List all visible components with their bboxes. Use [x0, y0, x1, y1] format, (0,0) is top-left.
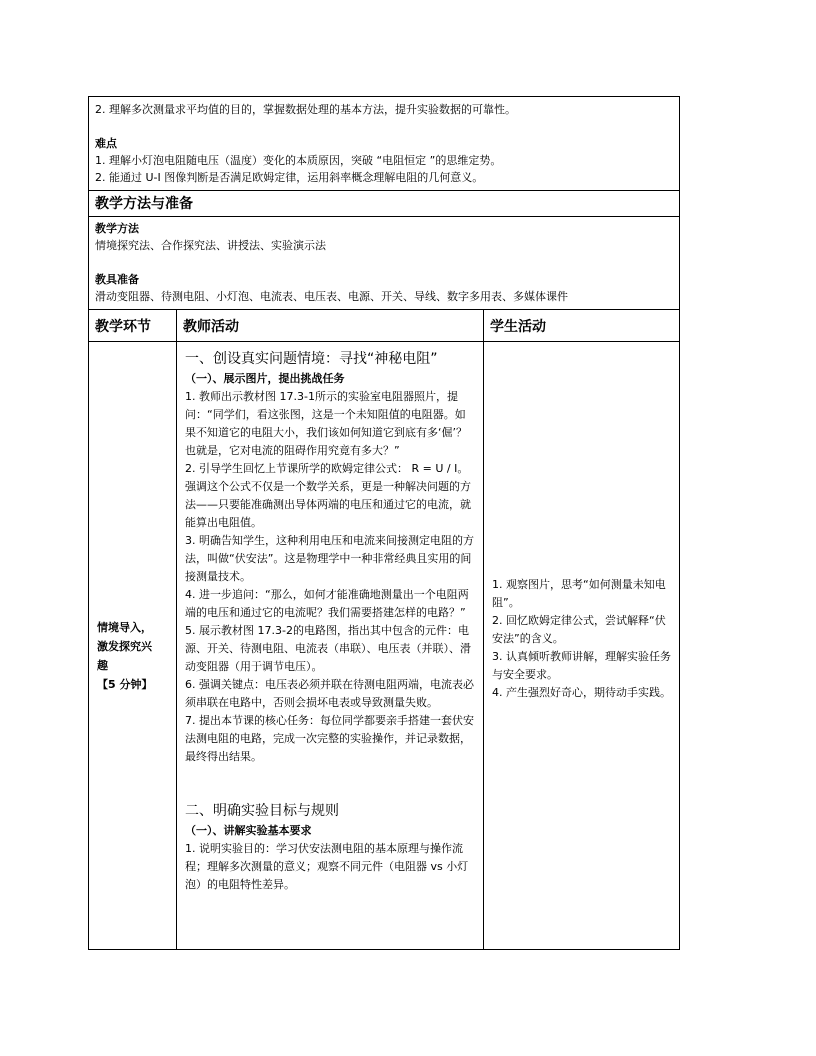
difficulty-item: 2. 能通过 U-I 图像判断是否满足欧姆定律，运用斜率概念理解电阻的几何意义。	[95, 171, 484, 184]
stage-line: 趣	[97, 658, 108, 672]
tools-title: 教具准备	[95, 273, 139, 286]
methods-text: 情境探究法、合作探究法、讲授法、实验演示法	[95, 239, 326, 252]
teacher-item: 5. 展示教材图 17.3-2的电路图，指出其中包含的元件：电源、开关、待测电阻、电流表（串联）、电压表（并联）、滑动变阻器（用于调节电压）。	[185, 624, 471, 673]
stage-line: 情境导入，	[97, 620, 152, 634]
objective-line: 2. 理解多次测量求平均值的目的，掌握数据处理的基本方法，提升实验数据的可靠性。	[95, 103, 516, 116]
methods-title: 教学方法	[95, 222, 139, 235]
teacher-item: 1. 说明实验目的：学习伏安法测电阻的基本原理与操作流程；理解多次测量的意义；观察不同元件（电阻器 vs 小灯泡）的电阻特性差异。	[185, 842, 469, 891]
teacher-item: 1. 教师出示教材图 17.3-1所示的实验室电阻器照片，提问：“同学们，看这张图，这是一个未知阻值的电阻器。如果不知道它的电阻大小，我们该如何知道它到底有多‘倔’？也就是，它对电流的阻碍作用究竟有多大？”	[185, 390, 467, 457]
stage-cell	[89, 342, 177, 949]
part2-subtitle: （一）、讲解实验基本要求	[185, 824, 312, 837]
methods-section	[89, 217, 679, 310]
stage-duration: 【5 分钟】	[97, 677, 153, 691]
difficulty-item: 1. 理解小灯泡电阻随电压（温度）变化的本质原因，突破 “电阻恒定 ”的思维定势。	[95, 154, 502, 167]
student-item: 3. 认真倾听教师讲解，理解实验任务与安全要求。	[492, 650, 671, 681]
part1-title: 一、创设真实问题情境：寻找“神秘电阻”	[185, 351, 438, 367]
part1-subtitle: （一）、展示图片，提出挑战任务	[185, 372, 345, 385]
student-item: 2. 回忆欧姆定律公式，尝试解释“伏安法”的含义。	[492, 614, 666, 645]
header-stage: 教学环节	[89, 310, 177, 341]
teacher-item: 4. 进一步追问：“那么，如何才能准确地测量出一个电阻两端的电压和通过它的电流呢？我们需要搭建怎样的电路？”	[185, 588, 469, 619]
teacher-item: 3. 明确告知学生，这种利用电压和电流来间接测定电阻的方法，叫做“伏安法”。这是物理学中一种非常经典且实用的间接测量技术。	[185, 534, 474, 583]
table-header-row	[89, 310, 679, 342]
teacher-item: 6. 强调关键点：电压表必须并联在待测电阻两端，电流表必须串联在电路中，否则会损坏电表或导致测量失败。	[185, 678, 474, 709]
teacher-activity-cell	[177, 342, 484, 949]
difficulty-title: 难点	[95, 137, 117, 150]
teacher-item: 7. 提出本节课的核心任务：每位同学都要亲手搭建一套伏安法测电阻的电路，完成一次完整的实验操作，并记录数据，最终得出结果。	[185, 714, 474, 763]
student-activity-cell	[484, 342, 679, 949]
stage-line: 激发探究兴	[97, 639, 152, 653]
section-heading: 教学方法与准备	[89, 191, 679, 217]
tools-text: 滑动变阻器、待测电阻、小灯泡、电流表、电压表、电源、开关、导线、数字多用表、多媒体课件	[95, 290, 568, 303]
lesson-plan-table	[88, 96, 680, 950]
teacher-item: 2. 引导学生回忆上节课所学的欧姆定律公式： R = U / I。强调这个公式不仅是一个数学关系，更是一种解决问题的方法——只要能准确测出导体两端的电压和通过它的电流，就能算出电阻值。	[185, 462, 471, 529]
part2-title: 二、明确实验目标与规则	[185, 803, 339, 819]
objectives-section	[89, 97, 679, 191]
student-item: 4. 产生强烈好奇心，期待动手实践。	[492, 686, 671, 699]
table-row	[89, 342, 679, 949]
header-student: 学生活动	[490, 319, 546, 335]
student-item: 1. 观察图片，思考“如何测量未知电阻”。	[492, 578, 666, 609]
header-teacher: 教师活动	[177, 310, 484, 341]
